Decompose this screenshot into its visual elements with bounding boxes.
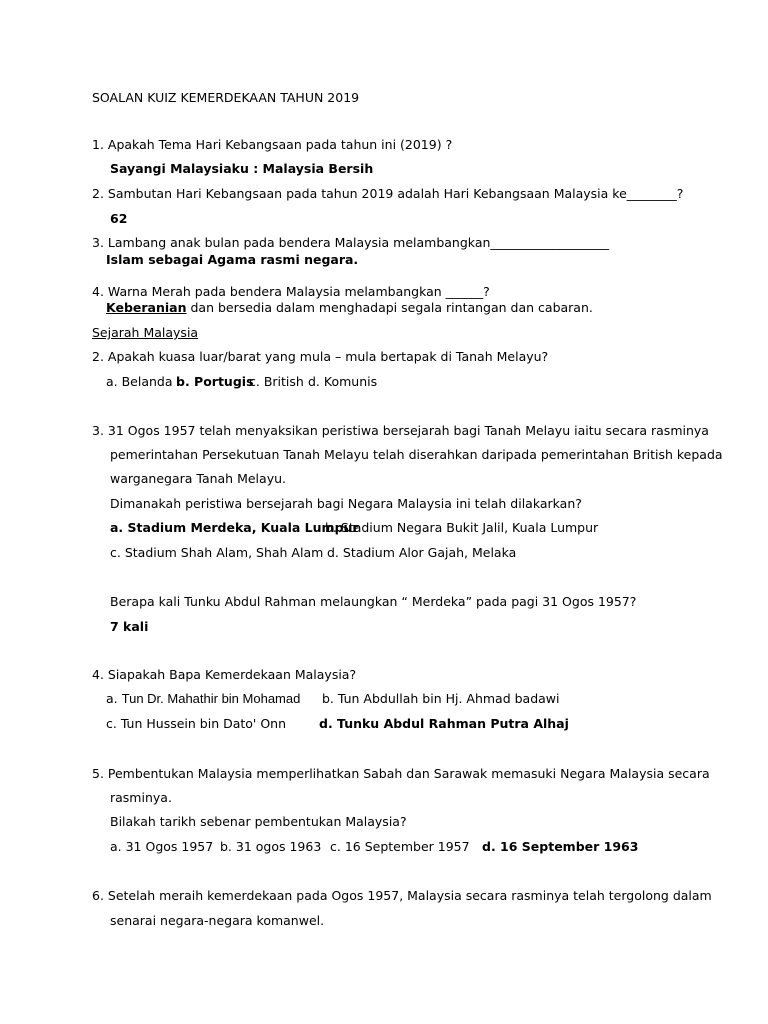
history-q2-option-a: a. Belanda — [106, 374, 173, 389]
document-title: SOALAN KUIZ KEMERDEKAAN TAHUN 2019 — [92, 90, 360, 105]
history-question-2: 2. Apakah kuasa luar/barat yang mula – mula bertapak di Tanah Melayu? — [92, 349, 549, 364]
history-q2-option-d: d. Komunis — [308, 374, 378, 389]
history-question-4: 4. Siapakah Bapa Kemerdekaan Malaysia? — [92, 667, 357, 682]
history-q4-option-a-letter: a. — [106, 691, 118, 706]
question-1: 1. Apakah Tema Hari Kebangsaan pada tahun ini (2019) ? — [92, 137, 453, 152]
history-q4-option-c: c. Tun Hussein bin Dato' Onn — [106, 716, 287, 731]
history-q5-option-b: b. 31 ogos 1963 — [220, 839, 322, 854]
history-q5-option-d: d. 16 September 1963 — [482, 839, 639, 854]
history-q4-option-b: b. Tun Abdullah bin Hj. Ahmad badawi — [322, 691, 560, 706]
section-heading: Sejarah Malaysia — [92, 325, 199, 340]
history-question-5-line-1: 5. Pembentukan Malaysia memperlihatkan Sabah dan Sarawak memasuki Negara Malaysia secara — [92, 766, 710, 781]
question-2: 2. Sambutan Hari Kebangsaan pada tahun 2019 adalah Hari Kebangsaan Malaysia ke________? — [92, 186, 684, 201]
history-q3-option-b: b. Stadium Negara Bukit Jalil, Kuala Lumpur — [325, 520, 599, 535]
answer-4 — [106, 300, 593, 316]
history-q3-option-c: c. Stadium Shah Alam, Shah Alam — [110, 545, 324, 560]
history-question-3-line-2: pemerintahan Persekutuan Tanah Melayu telah diserahkan daripada pemerintahan British kepada — [110, 447, 723, 462]
history-question-6-line-2: senarai negara-negara komanwel. — [110, 913, 325, 928]
history-q4-option-a-text: Tun Dr. Mahathir bin Mohamad — [121, 691, 301, 706]
question-3: 3. Lambang anak bulan pada bendera Malaysia melambangkan___________________ — [92, 235, 610, 250]
history-question-3-line-4: Dimanakah peristiwa bersejarah bagi Negara Malaysia ini telah dilakarkan? — [110, 496, 582, 511]
answer-4-rest: dan bersedia dalam menghadapi segala rintangan dan cabaran. — [186, 300, 593, 315]
history-question-3-line-3: warganegara Tanah Melayu. — [110, 471, 286, 486]
history-question-6-line-1: 6. Setelah meraih kemerdekaan pada Ogos 1957, Malaysia secara rasminya telah tergolong dalam — [92, 888, 712, 903]
history-question-5-line-3: Bilakah tarikh sebenar pembentukan Malaysia? — [110, 814, 407, 829]
history-question-3-line-1: 3. 31 Ogos 1957 telah menyaksikan peristiwa bersejarah bagi Tanah Melayu iaitu secara rasminya — [92, 423, 709, 438]
history-question-3-sub: Berapa kali Tunku Abdul Rahman melaungkan “ Merdeka” pada pagi 31 Ogos 1957? — [110, 594, 637, 609]
history-q3-option-a: a. Stadium Merdeka, Kuala Lumpur — [110, 520, 359, 535]
answer-2: 62 — [110, 211, 128, 226]
history-q4-option-d: d. Tunku Abdul Rahman Putra Alhaj — [319, 716, 569, 731]
history-q2-option-b: b. Portugis — [176, 374, 254, 389]
question-4: 4. Warna Merah pada bendera Malaysia melambangkan ______? — [92, 284, 490, 299]
answer-3: Islam sebagai Agama rasmi negara. — [106, 252, 359, 267]
history-q4-option-a — [106, 691, 300, 707]
history-q3-option-d: d. Stadium Alor Gajah, Melaka — [327, 545, 517, 560]
history-q2-option-c: c. British — [249, 374, 304, 389]
history-question-3-sub-answer: 7 kali — [110, 619, 149, 634]
answer-4-keyword: Keberanian — [106, 300, 187, 315]
answer-1: Sayangi Malaysiaku : Malaysia Bersih — [110, 161, 374, 176]
history-q5-option-a: a. 31 Ogos 1957 — [110, 839, 214, 854]
history-q5-option-c: c. 16 September 1957 — [330, 839, 470, 854]
history-question-5-line-2: rasminya. — [110, 790, 172, 805]
